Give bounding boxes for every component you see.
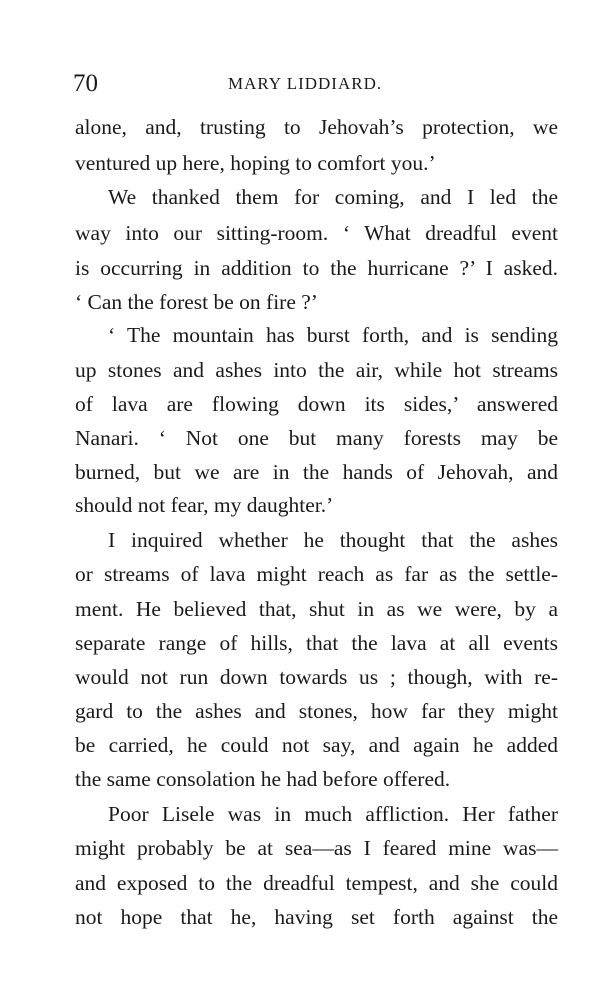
text-line: I inquired whether he thought that the ashes xyxy=(108,528,558,552)
page-number: 70 xyxy=(73,70,98,97)
text-line: or streams of lava might reach as far as the settle- xyxy=(75,562,558,586)
text-line: Nanari. ‘ Not one but many forests may be xyxy=(75,426,558,450)
text-line: ‘ Can the forest be on fire ?’ xyxy=(75,290,318,314)
text-line: the same consolation he had before offered. xyxy=(75,767,451,791)
text-line: up stones and ashes into the air, while hot streams xyxy=(75,358,558,382)
text-line: would not run down towards us ; though, with re- xyxy=(75,665,558,689)
text-line: might probably be at sea—as I feared mine was— xyxy=(75,836,558,860)
text-line: gard to the ashes and stones, how far they might xyxy=(75,699,558,723)
text-line: be carried, he could not say, and again he added xyxy=(75,733,558,757)
text-line: Poor Lisele was in much affliction. Her father xyxy=(108,802,558,826)
text-line: of lava are flowing down its sides,’ answered xyxy=(75,392,558,416)
text-line: is occurring in addition to the hurricane ?’ I asked. xyxy=(75,256,558,280)
text-line: burned, but we are in the hands of Jehovah, and xyxy=(75,460,558,484)
text-line: alone, and, trusting to Jehovah’s protection, we xyxy=(75,115,558,139)
running-head: MARY LIDDIARD. xyxy=(228,74,383,93)
text-line: and exposed to the dreadful tempest, and she could xyxy=(75,871,558,895)
text-line: separate range of hills, that the lava at all events xyxy=(75,631,558,655)
text-line: should not fear, my daughter.’ xyxy=(75,493,334,517)
text-line: ment. He believed that, shut in as we were, by a xyxy=(75,597,558,621)
text-line: not hope that he, having set forth against the xyxy=(75,905,558,929)
text-line: We thanked them for coming, and I led the xyxy=(108,185,558,209)
text-line: ‘ The mountain has burst forth, and is sending xyxy=(108,323,558,347)
text-line: ventured up here, hoping to comfort you.’ xyxy=(75,151,436,175)
text-line: way into our sitting-room. ‘ What dreadful event xyxy=(75,221,558,245)
